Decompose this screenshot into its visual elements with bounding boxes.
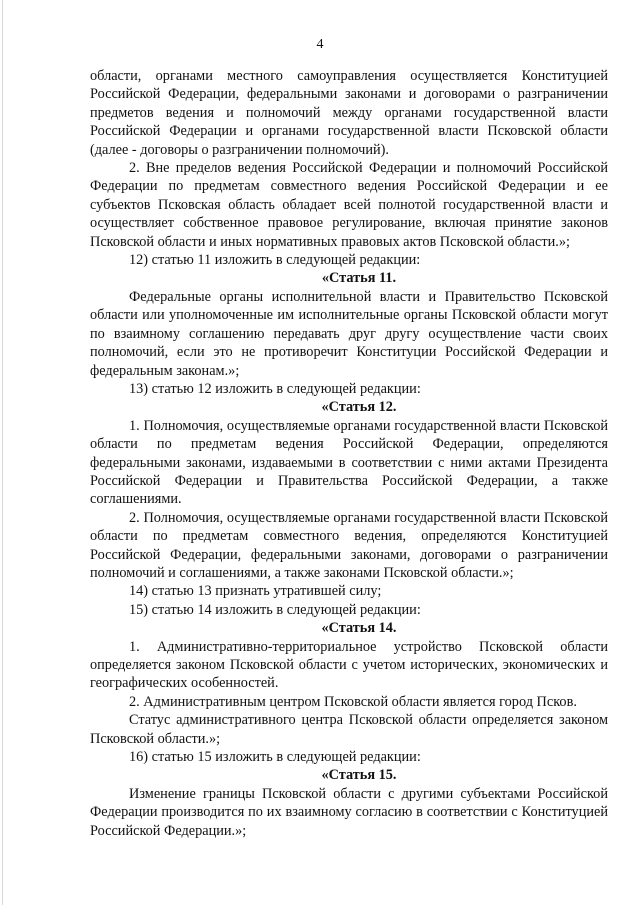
paragraph-continuation: области, органами местного самоуправления осуществляется Конституцией Российской Федерации, федеральными законами и договорами о разграничении предметов ведения и полномочий между органами государственной власти Российской Федерации и органами государственной власти Псковской области (далее - договоры о разграничении полномочий). bbox=[90, 68, 608, 158]
article-12-heading: «Статья 12. bbox=[321, 399, 397, 416]
article-14-heading: «Статья 14. bbox=[321, 620, 397, 637]
amendment-item-13: 13) статью 12 изложить в следующей редакции: bbox=[129, 380, 421, 397]
article-14-part-2: 2. Административным центром Псковской области является город Псков. bbox=[129, 693, 577, 710]
article-12-part-2: 2. Полномочия, осуществляемые органами государственной власти Псковской области по предметам совместного ведения, определяются Конституцией Российской Федерации, федеральными законами, договорами о разграничении полномочий и соглашениями, а также законами Псковской области.»; bbox=[90, 509, 608, 581]
article-12-part-1: 1. Полномочия, осуществляемые органами государственной власти Псковской области по предметам ведения Российской Федерации, определяются федеральными законами, издаваемыми в соответствии с ними актами Президента Российской Федерации и Правительства Российской Федерации, а также соглашениями. bbox=[90, 417, 608, 508]
article-14-part-1: 1. Административно-территориальное устройство Псковской области определяется законом Псковской области с учетом исторических, экономических и географических особенностей. bbox=[90, 638, 608, 692]
article-11-heading: «Статья 11. bbox=[321, 270, 397, 287]
article-11-text: Федеральные органы исполнительной власти и Правительство Псковской области или уполномоченные им исполнительные органы Псковской области могут по взаимному соглашению передавать друг другу осуществление части своих полномочий, если это не противоречит Конституции Российской Федерации и федеральным законам.»; bbox=[90, 288, 608, 379]
amendment-item-12: 12) статью 11 изложить в следующей редакции: bbox=[129, 252, 421, 269]
scan-edge-line bbox=[2, 0, 3, 905]
paragraph-item-2: 2. Вне пределов ведения Российской Федерации и полномочий Российской Федерации по предметам совместного ведения Российской Федерации и ее субъектов Псковская область обладает всей полнотой государственной власти и осуществляет собственное правовое регулирование, включая принятие законов Псковской области и иных нормативных правовых актов Псковской области.»; bbox=[90, 160, 608, 250]
amendment-item-14: 14) статью 13 признать утратившей силу; bbox=[129, 583, 382, 600]
page-number: 4 bbox=[316, 37, 324, 52]
amendment-item-16: 16) статью 15 изложить в следующей редакции: bbox=[129, 749, 421, 766]
article-14-status: Статус административного центра Псковской области определяется законом Псковской области.»; bbox=[90, 712, 608, 747]
article-15-heading: «Статья 15. bbox=[321, 767, 397, 784]
document-body bbox=[90, 67, 608, 840]
amendment-item-15: 15) статью 14 изложить в следующей редакции: bbox=[129, 601, 421, 618]
article-15-text: Изменение границы Псковской области с другими субъектами Российской Федерации производится по их взаимному согласию в соответствии с Конституцией Российской Федерации.»; bbox=[90, 785, 608, 839]
